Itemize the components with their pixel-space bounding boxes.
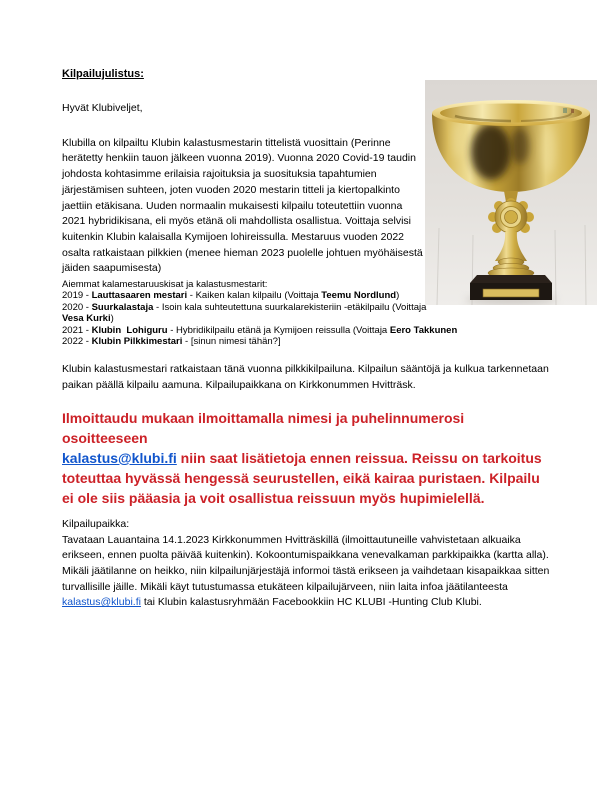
callout-line1: Ilmoittaudu mukaan ilmoittamalla nimesi ja puhelinnumerosi: [62, 409, 465, 426]
history-line: 2021 - Klubin Lohiguru - Hybridikilpailu etänä ja Kymijoen reissulla (Voittaja Eero Takkunen: [62, 324, 458, 336]
intro-paragraph: Klubilla on kilpailtu Klubin kalastusmestarin tittelistä vuosittain (Perinne herätetty henkiin tauon jälkeen vuonna 2019). Vuonna 2020 Covid-19 taudin johdosta kohtasimme erilaisia rajoituksia ja suosituksia tapahtumien järjestämisen suhteen, joten vuoden 2020 mestarin titteli ja kiertopalkinto jaettiin etäkisana. Uuden normaalin mukaisesti kilpailu toteutettiin vuonna 2021 hybridikisana, eli myös etänä oli mahdollista osallistua. Voittaja selvisi kuitenkin Klubin kalaisalla Kymijoen lohireissulla. Mestaruus vuoden 2022 osalta ratkaistaan pilkkien (menee hieman 2023 puolelle johtuen myöhäisestä jäiden saapumisesta): [62, 136, 423, 275]
rules-paragraph: Klubin kalastusmestari ratkaistaan tänä vuonna pilkkikilpailuna. Kilpailun sääntöjä ja kulkua tarkennetaan paikan päällä kilpailu aamuna. Kilpailupaikkana on Kirkkonummen Hvitträsk.: [62, 363, 549, 392]
venue-paragraph: [62, 533, 554, 612]
venue-text-after: tai Klubin kalastusryhmään Facebookkiin HC KLUBI -Hunting Club Klubi.: [140, 596, 482, 609]
signup-callout: [62, 408, 550, 508]
history-list: [62, 290, 554, 347]
history-line: 2020 - Suurkalastaja - Isoin kala suhteutettuna suurkalarekisteriin -etäkilpailu (Voittaja: [62, 301, 427, 313]
history-heading: Aiemmat kalamestaruuskisat ja kalastusmestarit:: [62, 279, 268, 291]
callout-rest: niin saat lisätietoja ennen reissua. Reissu on tarkoitus toteuttaa hyvässä hengessä seurustellen, eikä kairaa puristaen. Kilpailu ei ole siis pääasia ja voit osallistua reissuun myös hupimielellä.: [62, 449, 542, 506]
venue-heading: Kilpailupaikka:: [62, 517, 130, 530]
history-section: [62, 279, 554, 347]
email-link-2[interactable]: kalastus@klubi.fi: [62, 596, 141, 609]
page-title: Kilpailujulistus:: [62, 68, 144, 80]
history-line: 2022 - Klubin Pilkkimestari - [sinun nimesi tähän?]: [62, 336, 281, 348]
callout-line2: osoitteeseen: [62, 429, 148, 446]
history-line: Vesa Kurki): [62, 313, 114, 325]
history-line: 2019 - Lauttasaaren mestari - Kaiken kalan kilpailu (Voittaja Teemu Nordlund): [62, 290, 400, 302]
email-link[interactable]: kalastus@klubi.fi: [62, 449, 177, 466]
document-content: [62, 68, 554, 611]
venue-text-before: Tavataan Lauantaina 14.1.2023 Kirkkonummen Hvitträskillä (ilmoittautuneille vahvistetaan alkuaika erikseen, ennen puolta päivää kuitenkin). Kokoontumispaikkana venevalkaman parkkipaikka (kartta alla). Mikäli jäätilanne on heikko, niin kilpailunjärjestäjä informoi tästä erikseen ja vaihdetaan kisapaikkaa sitten turvallisille jäille. Mikäli käyt tutustumassa etukäteen kilpailujärveen, niin laita infoa jäätilanteesta: [62, 533, 550, 593]
greeting-text: Hyvät Klubiveljet,: [62, 102, 143, 114]
venue-section: [62, 517, 554, 611]
